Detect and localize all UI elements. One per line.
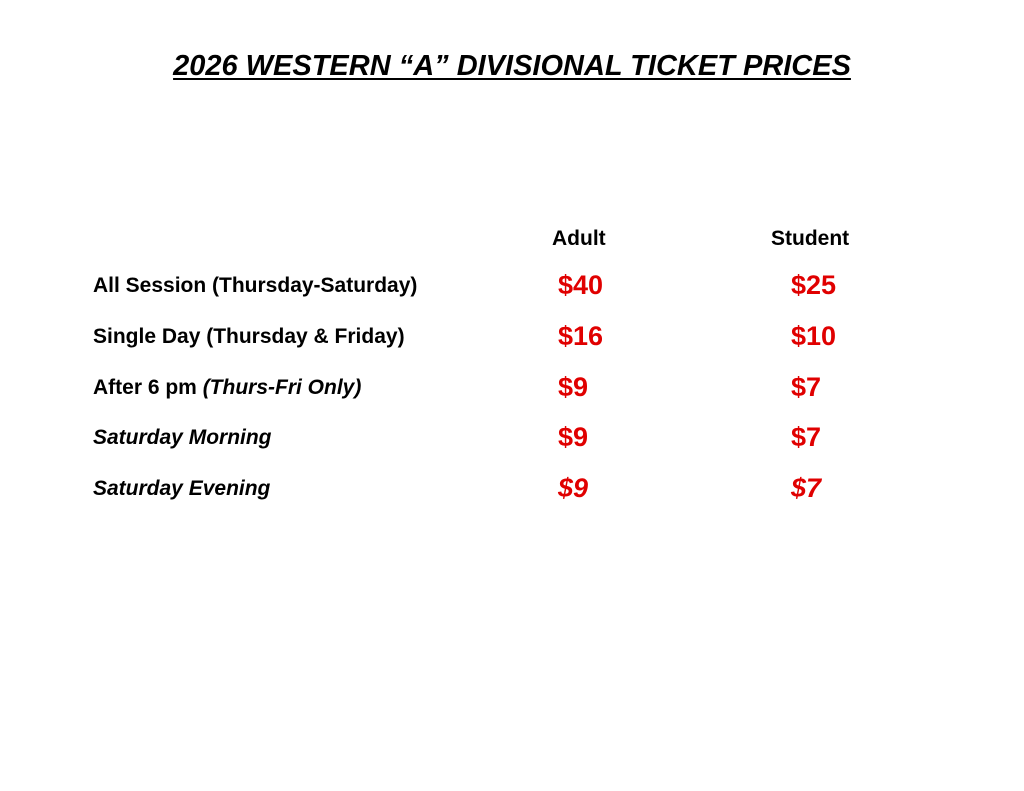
adult-price: $16 bbox=[558, 321, 604, 351]
student-price: $7 bbox=[791, 422, 822, 452]
table-row bbox=[0, 471, 1024, 507]
row-label: Saturday Evening bbox=[93, 477, 271, 500]
table-row bbox=[0, 370, 1024, 406]
column-header-student: Student bbox=[771, 227, 850, 250]
adult-price: $9 bbox=[558, 422, 589, 452]
row-label: Saturday Morning bbox=[93, 426, 272, 449]
table-row bbox=[0, 319, 1024, 355]
row-label: Single Day (Thursday & Friday) bbox=[93, 325, 405, 348]
row-label: All Session (Thursday-Saturday) bbox=[93, 274, 418, 297]
student-price: $25 bbox=[791, 270, 837, 300]
row-label: After 6 pm (Thurs-Fri Only) bbox=[93, 376, 362, 399]
student-price: $7 bbox=[791, 372, 822, 402]
table-row bbox=[0, 420, 1024, 456]
row-label-note: (Thurs-Fri Only) bbox=[202, 376, 362, 399]
column-header-adult: Adult bbox=[552, 227, 606, 250]
page-title: 2026 WESTERN “A” DIVISIONAL TICKET PRICES bbox=[173, 50, 851, 82]
student-price: $7 bbox=[791, 473, 822, 503]
adult-price: $40 bbox=[558, 270, 604, 300]
table-row bbox=[0, 268, 1024, 304]
adult-price: $9 bbox=[558, 372, 589, 402]
adult-price: $9 bbox=[558, 473, 589, 503]
student-price: $10 bbox=[791, 321, 837, 351]
